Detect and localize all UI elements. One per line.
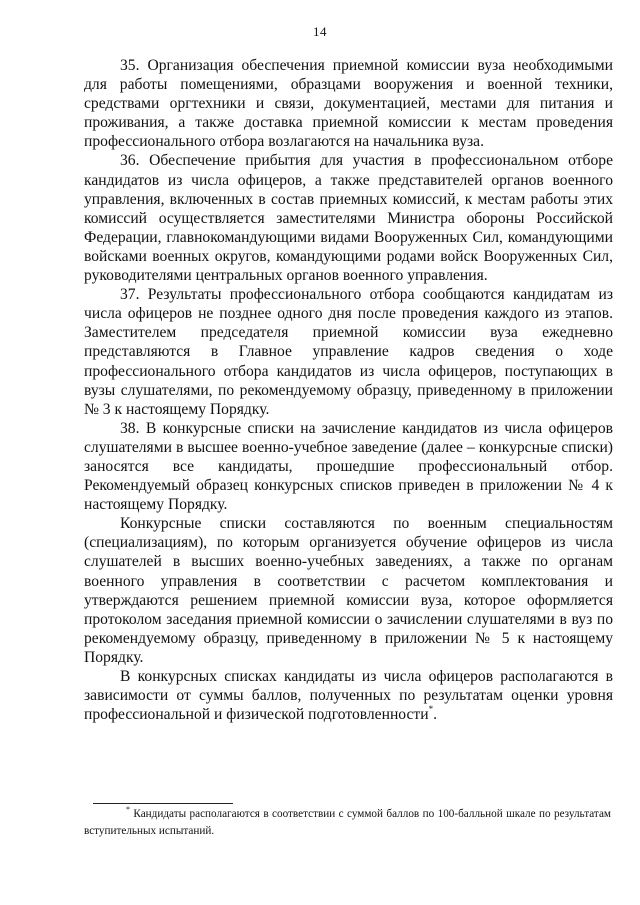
paragraph-ranking-period: . bbox=[433, 706, 437, 724]
document-body bbox=[84, 56, 613, 724]
footnote-text: Кандидаты располагаются в соответствии с суммой баллов по 100-балльной шкале по результатам вступительных испытаний. bbox=[84, 808, 612, 837]
page-number: 14 bbox=[313, 24, 327, 39]
paragraph-ranking bbox=[84, 667, 613, 724]
paragraph-38: 38. В конкурсные списки на зачисление кандидатов из числа офицеров слушателями в высшее военно-учебное заведение (далее – конкурсные списки) заносятся все кандидаты, прошедшие профессиональный отбор. Рекомендуемый образец конкурсных списков приведен в приложении № 4 к настоящему Порядку. bbox=[84, 419, 613, 514]
footnote-reference: * bbox=[428, 704, 434, 715]
paragraph-36: 36. Обеспечение прибытия для участия в профессиональном отборе кандидатов из числа офицеров, а также представителей органов военного управления, включенных в состав приемных комиссий, к местам работы этих комиссий осуществляется заместителями Министра обороны Российской Федерации, главнокомандующими видами Вооруженных Сил, командующими войсками военных округов, командующими родами войск Вооруженных Сил, руководителями центральных органов военного управления. bbox=[84, 152, 613, 285]
paragraph-competitive-lists: Конкурсные списки составляются по военным специальностям (специализациям), по которым организуется обучение офицеров из числа слушателей в высших военно-учебных заведениях, а также по органам военного управления в соответствии с расчетом комплектования и утверждаются решением приемной комиссии вуза, которое оформляется протоколом заседания приемной комиссии о зачислении слушателями в вуз по рекомендуемому образцу, приведенному в приложении № 5 к настоящему Порядку. bbox=[84, 515, 613, 666]
footnote-marker: * bbox=[126, 805, 130, 814]
footnote bbox=[84, 806, 611, 840]
footnote-separator bbox=[93, 803, 233, 804]
paragraph-37: 37. Результаты профессионального отбора сообщаются кандидатам из числа офицеров не позднее одного дня после проведения каждого из этапов. Заместителем председателя приемной комиссии вуза ежедневно представляются в Главное управление кадров сведения о ходе профессионального отбора кандидатов из числа офицеров, поступающих в вузы слушателями, по рекомендуемому образцу, приведенному в приложении № 3 к настоящему Порядку. bbox=[84, 286, 613, 418]
paragraph-ranking-text: В конкурсных списках кандидаты из числа офицеров располагаются в зависимости от суммы баллов, полученных по результатам оценки уровня профессиональной и физической подготовленности bbox=[84, 668, 613, 724]
footnote-paragraph bbox=[84, 806, 611, 840]
paragraph-35: 35. Организация обеспечения приемной комиссии вуза необходимыми для работы помещениями, образцами вооружения и военной техники, средствами оргтехники и связи, документацией, местами для питания и проживания, а также доставка приемной комиссии к местам проведения профессионального отбора возлагаются на начальника вуза. bbox=[84, 57, 613, 151]
